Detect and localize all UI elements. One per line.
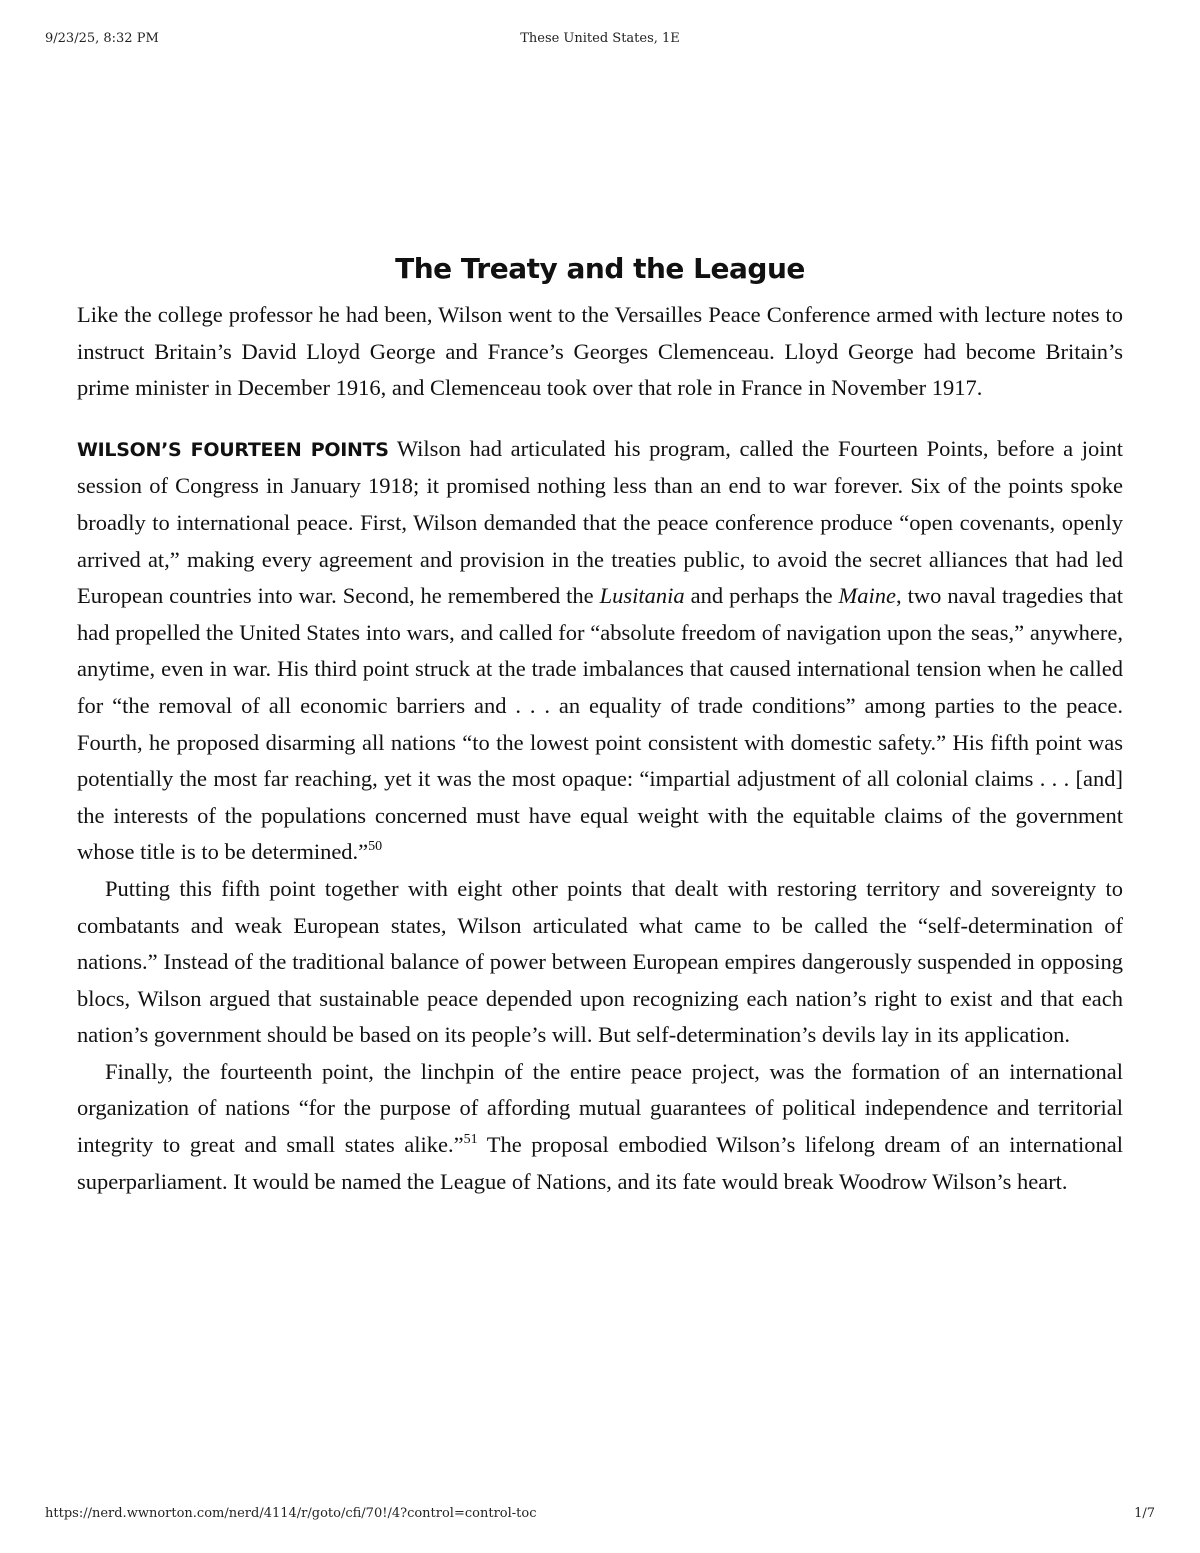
paragraph-league-of-nations	[77, 1054, 1123, 1200]
paragraph-text: The proposal embodied Wilson’s lifelong dream of an international superparliament. It would be named the League of Nations, and its fate would break Woodrow Wilson’s heart.	[77, 1132, 1123, 1194]
print-url: https://nerd.wwnorton.com/nerd/4114/r/goto/cfi/70!/4?control=control-toc	[45, 1506, 537, 1521]
run-in-heading: WILSON’S FOURTEEN POINTS	[77, 438, 389, 461]
section-title: The Treaty and the League	[395, 252, 805, 285]
paragraph-text: Finally, the fourteenth point, the linchpin of the entire peace project, was the formation of an international organization of nations “for the purpose of affording mutual guarantees of political independence and territorial integrity to great and small states alike.”	[77, 1058, 1123, 1158]
ship-name-maine: Maine	[838, 583, 897, 609]
paragraph-text: and perhaps the	[684, 583, 839, 609]
print-page-number: 1/7	[1134, 1506, 1155, 1521]
paragraph-text: Wilson had articulated his program, called the Fourteen Points, before a joint session of Congress in January 1918; it promised nothing less than an end to war forever. Six of the points spoke broadly to international peace. First, Wilson demanded that the peace conference produce “open covenants, openly arrived at,” making every agreement and provision in the treaties public, to avoid the secret alliances that had led European countries into war. Second, he remembered the	[77, 435, 1124, 609]
paragraph-intro: Like the college professor he had been, Wilson went to the Versailles Peace Conference armed with lecture notes to instruct Britain’s David Lloyd George and France’s Georges Clemenceau. Lloyd George had become Britain’s prime minister in December 1916, and Clemenceau took over that role in France in November 1917.	[77, 302, 1123, 401]
page-content	[77, 252, 1123, 1200]
footnote-ref-51[interactable]: 51	[463, 1132, 478, 1148]
print-doc-title: These United States, 1E	[520, 31, 680, 46]
ship-name-lusitania: Lusitania	[599, 583, 685, 609]
paragraph-fourteen-points	[77, 431, 1123, 871]
print-header	[45, 31, 1155, 51]
print-footer	[45, 1506, 1155, 1526]
paragraph-self-determination: Putting this fifth point together with eight other points that dealt with restoring territory and sovereignty to combatants and weak European states, Wilson articulated what came to be called the “self-determination of nations.” Instead of the traditional balance of power between European empires dangerously suspended in opposing blocs, Wilson argued that sustainable peace depended upon recognizing each nation’s right to exist and that each nation’s government should be based on its people’s will. But self-determination’s devils lay in its application.	[77, 875, 1123, 1048]
paragraph-text: , two naval tragedies that had propelled the United States into wars, and called for “absolute freedom of navigation upon the seas,” anywhere, anytime, even in war. His third point struck at the trade imbalances that caused international tension when he called for “the removal of all economic barriers and . . . an equality of trade conditions” among parties to the peace. Fourth, he proposed disarming all nations “to the lowest point consistent with domestic safety.” His fifth point was potentially the most far reaching, yet it was the most opaque: “impartial adjustment of all colonial claims . . . [and] the interests of the populations concerned must have equal weight with the equitable claims of the government whose title is to be determined.”	[77, 583, 1123, 865]
footnote-ref-50[interactable]: 50	[368, 839, 383, 855]
print-datetime: 9/23/25, 8:32 PM	[45, 31, 159, 46]
